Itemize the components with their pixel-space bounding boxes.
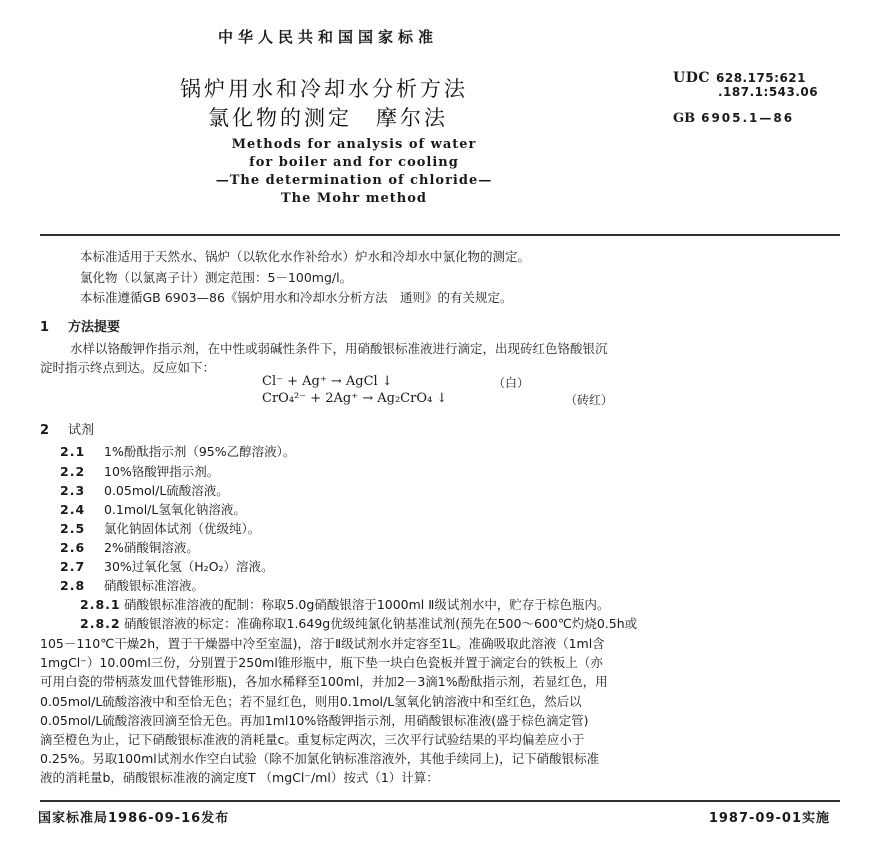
- title-zh-line1: 锅炉用水和冷却水分析方法: [180, 77, 468, 101]
- udc-line1: 628.175:621: [716, 71, 807, 85]
- issue-date: 国家标准局1986-09-16发布: [38, 811, 230, 826]
- section-title: 方法提要: [68, 320, 121, 335]
- national-standard-heading: 中华人民共和国国家标准: [218, 28, 439, 46]
- reagent-subitem: 2.8.1 硝酸银标准溶液的配制：称取5.0g硝酸银溶于1000ml Ⅱ级试剂水中，贮存于棕色瓶内。: [80, 597, 610, 612]
- equation-2: CrO₄²⁻ + 2Ag⁺ → Ag₂CrO₄ ↓: [262, 391, 448, 406]
- paragraph-line: 0.25%。另取100ml试剂水作空白试验（除不加氯化钠标准溶液外，其他手续同上)，记下硝酸银标准: [40, 751, 600, 766]
- equation-2-note: （砖红）: [565, 393, 614, 407]
- section-number: 2: [40, 423, 50, 438]
- reagent-subitem: 2.8.2 硝酸银溶液的标定：准确称取1.649g优级纯氯化钠基准试剂(预先在500～600℃灼烧0.5h或: [80, 616, 638, 631]
- section-1-paragraph-line2: 淀时指示终点到达。反应如下：: [40, 360, 216, 375]
- section-title: 试剂: [68, 423, 95, 438]
- gb-label: GB: [673, 111, 696, 126]
- title-zh-line2: 氯化物的测定 摩尔法: [208, 106, 448, 130]
- effective-date: 1987-09-01实施: [708, 811, 830, 826]
- udc-label: UDC: [673, 70, 710, 86]
- paragraph-line: 滴至橙色为止，记下硝酸银标准液的消耗量c。重复标定两次，三次平行试验结果的平均偏差应小于: [40, 732, 585, 747]
- reagent-item: 2.1 1%酚酞指示剂（95%乙醇溶液）。: [60, 444, 296, 459]
- paragraph-line: 液的消耗量b，硝酸银标准液的滴定度T （mgCl⁻/ml）按式（1）计算：: [40, 770, 439, 785]
- section-2-heading: [40, 419, 94, 438]
- section-number: 1: [40, 320, 50, 335]
- footer-divider: [40, 800, 840, 802]
- reagent-item: 2.5 氯化钠固体试剂（优级纯）。: [60, 521, 261, 536]
- title-en-line1: Methods for analysis of water: [231, 137, 477, 152]
- reagent-item: 2.8 硝酸银标准溶液。: [60, 578, 205, 593]
- paragraph-line: 可用白瓷的带柄蒸发皿代替锥形瓶)，各加水稀释至100ml，并加2－3滴1%酚酞指示剂，若显红色，用: [40, 674, 608, 689]
- intro-range: 氯化物（以氯离子计）测定范围：5－100mg/l。: [80, 270, 353, 285]
- title-en-line2: for boiler and for cooling: [249, 155, 459, 170]
- equation-1: Cl⁻ + Ag⁺ → AgCl ↓: [262, 374, 393, 389]
- section-1-heading: [40, 316, 120, 335]
- udc-code: [673, 70, 806, 86]
- section-1-paragraph-line1: 水样以铬酸钾作指示剂，在中性或弱碱性条件下，用硝酸银标准液进行滴定，出现砖红色铬酸银沉: [70, 341, 608, 356]
- reagent-item: 2.6 2%硝酸铜溶液。: [60, 540, 199, 555]
- title-en-line3: —The determination of chloride—: [215, 173, 493, 188]
- reagent-item: 2.3 0.05mol/L硫酸溶液。: [60, 483, 229, 498]
- intro-scope: 本标准适用于天然水、锅炉（以软化水作补给水）炉水和冷却水中氯化物的测定。: [80, 249, 531, 264]
- reagent-item: 2.7 30%过氧化氢（H₂O₂）溶液。: [60, 559, 274, 574]
- title-en-line4: The Mohr method: [280, 191, 428, 206]
- paragraph-line: 0.05mol/L硫酸溶液中和至恰无色；若不显红色，则用0.1mol/L氢氧化钠溶液中和至红色，然后以: [40, 694, 582, 709]
- gb-number: 6905.1—86: [701, 111, 795, 125]
- intro-reference: 本标准遵循GB 6903—86《锅炉用水和冷却水分析方法 通则》的有关规定。: [80, 290, 513, 305]
- header-divider: [40, 234, 840, 236]
- udc-line2: .187.1:543.06: [718, 85, 819, 99]
- paragraph-line: 1mgCl⁻）10.00ml三份，分别置于250ml锥形瓶中，瓶下垫一块白色瓷板并置于滴定台的铁板上（亦: [40, 655, 603, 670]
- paragraph-line: 105－110℃干燥2h，置于干燥器中冷至室温)，溶于Ⅱ级试剂水并定容至1L。准确吸取此溶液（1ml含: [40, 636, 605, 651]
- paragraph-line: 0.05mol/L硫酸溶液回滴至恰无色。再加1ml10%铬酸钾指示剂，用硝酸银标准液(盛于棕色滴定管): [40, 713, 589, 728]
- reagent-item: 2.2 10%铬酸钾指示剂。: [60, 464, 220, 479]
- reagent-item: 2.4 0.1mol/L氢氧化钠溶液。: [60, 502, 246, 517]
- gb-code: [673, 111, 794, 126]
- equation-1-note: （白）: [493, 376, 530, 390]
